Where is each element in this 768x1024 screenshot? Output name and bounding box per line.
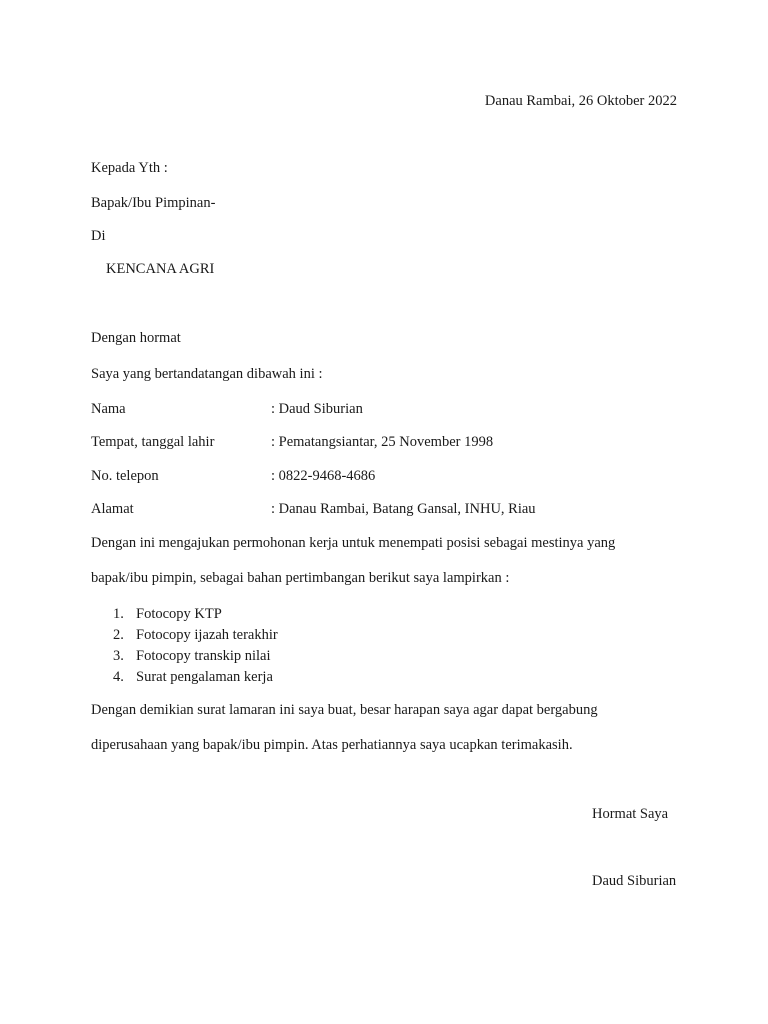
intro: Saya yang bertandatangan dibawah ini : [91, 366, 323, 382]
field-address [91, 501, 691, 521]
regards: Hormat Saya [592, 806, 669, 822]
list-text: Fotocopy ijazah terakhir [136, 627, 278, 643]
field-label: Tempat, tanggal lahir [91, 434, 215, 450]
field-value: : 0822-9468-4686 [271, 468, 376, 484]
closing-paragraph-line2: diperusahaan yang bapak/ibu pimpin. Atas perhatiannya saya ucapkan terimakasih. [91, 737, 573, 753]
greeting: Dengan hormat [91, 330, 181, 346]
signer-name: Daud Siburian [592, 873, 677, 889]
field-value: : Pematangsiantar, 25 November 1998 [271, 434, 494, 450]
recipient-salutation: Kepada Yth : [91, 160, 168, 176]
list-text: Fotocopy KTP [136, 606, 222, 622]
field-birth [91, 434, 691, 454]
field-label: Nama [91, 401, 126, 417]
recipient-company: KENCANA AGRI [106, 261, 215, 277]
body-paragraph-line2: bapak/ibu pimpin, sebagai bahan pertimbangan berikut saya lampirkan : [91, 570, 510, 586]
closing-paragraph-line1: Dengan demikian surat lamaran ini saya buat, besar harapan saya agar dapat bergabung [91, 702, 598, 718]
list-text: Surat pengalaman kerja [136, 669, 273, 685]
list-number: 2. [113, 627, 124, 643]
list-number: 3. [113, 648, 124, 664]
field-value: : Danau Rambai, Batang Gansal, INHU, Riau [271, 501, 536, 517]
body-paragraph-line1: Dengan ini mengajukan permohonan kerja untuk menempati posisi sebagai mestinya yang [91, 535, 616, 551]
field-name [91, 401, 691, 421]
recipient-line2: Di [91, 228, 106, 244]
list-number: 1. [113, 606, 124, 622]
field-value: : Daud Siburian [271, 401, 363, 417]
field-label: No. telepon [91, 468, 159, 484]
list-text: Fotocopy transkip nilai [136, 648, 271, 664]
field-label: Alamat [91, 501, 134, 517]
place-date: Danau Rambai, 26 Oktober 2022 [484, 93, 677, 109]
field-phone [91, 468, 691, 488]
list-number: 4. [113, 669, 124, 685]
recipient-line1: Bapak/Ibu Pimpinan- [91, 195, 216, 211]
